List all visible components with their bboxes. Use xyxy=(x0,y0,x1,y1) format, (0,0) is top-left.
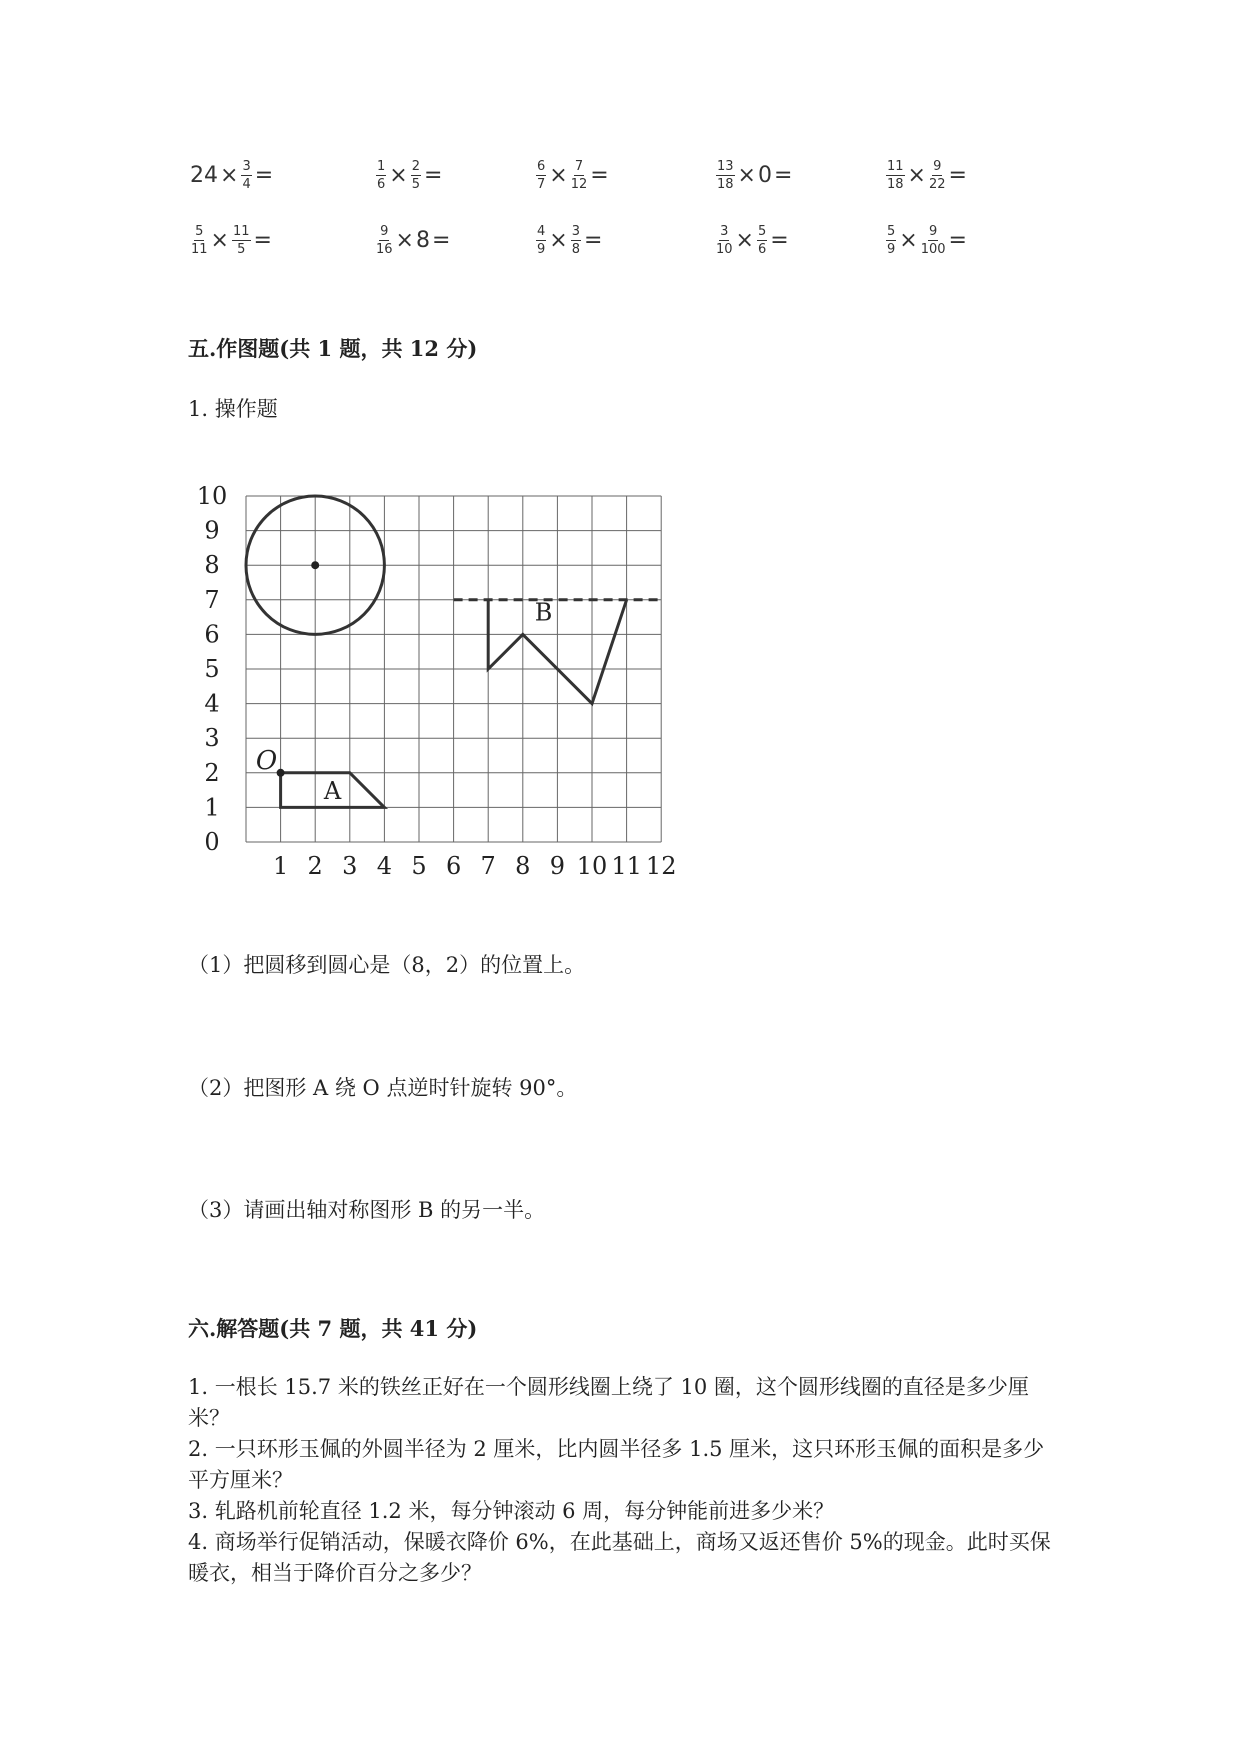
y-tick-label: 2 xyxy=(204,758,220,787)
numerator: 5 xyxy=(195,223,204,239)
numerator: 5 xyxy=(887,223,896,239)
denominator: 22 xyxy=(928,176,946,192)
times-sign: × xyxy=(899,227,918,253)
fraction xyxy=(536,160,546,191)
fraction xyxy=(571,225,581,256)
calc-expression xyxy=(375,210,452,270)
calc-expression xyxy=(535,145,611,205)
denominator: 7 xyxy=(537,176,546,192)
numerator: 9 xyxy=(928,223,938,239)
equals-sign: = xyxy=(584,227,603,253)
fraction xyxy=(241,160,251,191)
calc-expression xyxy=(885,210,969,270)
x-tick-label: 6 xyxy=(445,852,462,875)
x-tick-label: 12 xyxy=(645,852,677,875)
equals-sign: = xyxy=(770,227,789,253)
y-tick-label: 7 xyxy=(204,585,220,614)
calc-expression xyxy=(885,145,969,205)
y-tick-label: 4 xyxy=(204,689,220,718)
y-tick-label: 9 xyxy=(204,516,220,545)
x-tick-label: 2 xyxy=(307,852,323,875)
fraction xyxy=(191,225,208,256)
denominator: 6 xyxy=(377,176,386,192)
numerator: 7 xyxy=(574,158,584,174)
denominator: 12 xyxy=(570,176,588,192)
denominator: 8 xyxy=(571,241,580,257)
denominator: 5 xyxy=(237,241,246,257)
shape-b-label: B xyxy=(534,598,553,627)
numerator: 3 xyxy=(571,223,580,239)
calc-expression xyxy=(375,145,444,205)
equals-sign: = xyxy=(424,162,443,188)
answer-question-4: 4. 商场举行促销活动，保暖衣降价 6%，在此基础上，商场又返还售价 5%的现金。此时买保暖衣，相当于降价百分之多少？ xyxy=(188,1530,1051,1585)
y-axis-tick-labels xyxy=(197,482,228,856)
numerator: 9 xyxy=(380,223,389,239)
calc-expression xyxy=(190,145,275,205)
times-sign: × xyxy=(220,162,239,188)
fraction xyxy=(886,225,896,256)
equals-sign: = xyxy=(590,162,609,188)
y-tick-label: 1 xyxy=(204,793,220,822)
number: 24 xyxy=(190,162,218,188)
shape-a-label: A xyxy=(323,776,342,805)
equals-sign: = xyxy=(773,162,793,188)
times-sign: × xyxy=(395,227,414,253)
fraction xyxy=(716,160,735,191)
fraction xyxy=(716,225,733,256)
section-6-title: 六.解答题(共 7 题，共 41 分) xyxy=(188,1316,478,1341)
answer-question-1: 1. 一根长 15.7 米的铁丝正好在一个圆形线圈上绕了 10 圈，这个圆形线圈的直径是多少厘米？ xyxy=(188,1375,1029,1430)
sub-question-3: （3）请画出轴对称图形 B 的另一半。 xyxy=(188,1198,546,1222)
calc-row xyxy=(0,145,1241,205)
y-tick-label: 8 xyxy=(204,551,220,580)
sub-question-2: （2）把图形 A 绕 O 点逆时针旋转 90°。 xyxy=(188,1076,578,1100)
times-sign: × xyxy=(549,162,568,188)
times-sign: × xyxy=(210,227,229,253)
fraction xyxy=(376,225,393,256)
denominator: 9 xyxy=(537,241,546,257)
x-tick-label: 4 xyxy=(376,852,393,875)
equals-sign: = xyxy=(948,162,967,188)
denominator: 16 xyxy=(376,241,393,257)
numerator: 3 xyxy=(720,223,729,239)
fraction xyxy=(411,160,421,191)
numerator: 1 xyxy=(377,158,386,174)
denominator: 10 xyxy=(716,241,733,257)
x-tick-label: 10 xyxy=(576,852,608,875)
numerator: 2 xyxy=(411,158,420,174)
numerator: 3 xyxy=(242,158,251,174)
x-axis-tick-labels xyxy=(273,852,677,875)
times-sign: × xyxy=(389,162,408,188)
fraction xyxy=(571,160,588,191)
numerator: 11 xyxy=(232,223,250,239)
times-sign: × xyxy=(737,162,756,188)
calc-expression xyxy=(715,210,791,270)
coordinate-grid-figure xyxy=(190,480,690,875)
question-label: 1. 操作题 xyxy=(188,397,278,421)
y-tick-label: 6 xyxy=(204,620,220,649)
point-o-label: O xyxy=(255,745,278,776)
denominator: 18 xyxy=(887,176,904,192)
fraction xyxy=(886,160,905,191)
y-tick-label: 10 xyxy=(196,482,228,510)
calc-row xyxy=(0,210,1241,270)
fraction xyxy=(232,225,251,256)
y-tick-label: 3 xyxy=(204,724,220,753)
number: 0 xyxy=(757,162,772,188)
x-tick-label: 7 xyxy=(480,852,496,875)
point-o xyxy=(277,769,285,777)
denominator: 11 xyxy=(191,241,208,257)
fraction xyxy=(757,225,767,256)
fraction xyxy=(536,225,546,256)
numerator: 13 xyxy=(717,158,734,174)
y-tick-label: 0 xyxy=(204,828,220,856)
grid-lines xyxy=(246,496,661,842)
answer-question-2: 2. 一只环形玉佩的外圆半径为 2 厘米，比内圆半径多 1.5 厘米，这只环形玉佩的面积是多少平方厘米？ xyxy=(188,1437,1045,1492)
equals-sign: = xyxy=(948,227,967,253)
times-sign: × xyxy=(735,227,754,253)
number: 8 xyxy=(415,227,430,253)
fraction xyxy=(921,225,946,256)
answer-question-3: 3. 轧路机前轮直径 1.2 米，每分钟滚动 6 周，每分钟能前进多少米？ xyxy=(188,1499,835,1523)
equals-sign: = xyxy=(253,227,272,253)
x-tick-label: 9 xyxy=(549,852,566,875)
denominator: 9 xyxy=(887,241,896,257)
x-tick-label: 3 xyxy=(342,852,358,875)
calc-expression xyxy=(190,210,274,270)
x-tick-label: 8 xyxy=(515,852,531,875)
fraction xyxy=(376,160,386,191)
calc-expression xyxy=(535,210,604,270)
equals-sign: = xyxy=(431,227,451,253)
x-tick-label: 5 xyxy=(411,852,427,875)
sub-question-1: （1）把圆移到圆心是（8，2）的位置上。 xyxy=(188,953,586,977)
times-sign: × xyxy=(549,227,568,253)
circle-center-point xyxy=(311,561,319,569)
denominator: 4 xyxy=(242,176,251,192)
numerator: 11 xyxy=(887,158,904,174)
x-tick-label: 1 xyxy=(272,852,289,875)
denominator: 6 xyxy=(757,241,767,257)
calc-expression xyxy=(715,145,794,205)
numerator: 6 xyxy=(537,158,546,174)
equals-sign: = xyxy=(254,162,274,188)
denominator: 100 xyxy=(920,241,946,257)
denominator: 18 xyxy=(717,176,734,192)
numerator: 5 xyxy=(757,223,767,239)
x-tick-label: 11 xyxy=(611,852,642,875)
times-sign: × xyxy=(907,162,926,188)
y-tick-label: 5 xyxy=(204,655,220,683)
fraction xyxy=(929,160,946,191)
section-5-title: 五.作图题(共 1 题，共 12 分) xyxy=(188,336,478,361)
numerator: 9 xyxy=(933,158,942,174)
denominator: 5 xyxy=(411,176,420,192)
numerator: 4 xyxy=(537,223,546,239)
